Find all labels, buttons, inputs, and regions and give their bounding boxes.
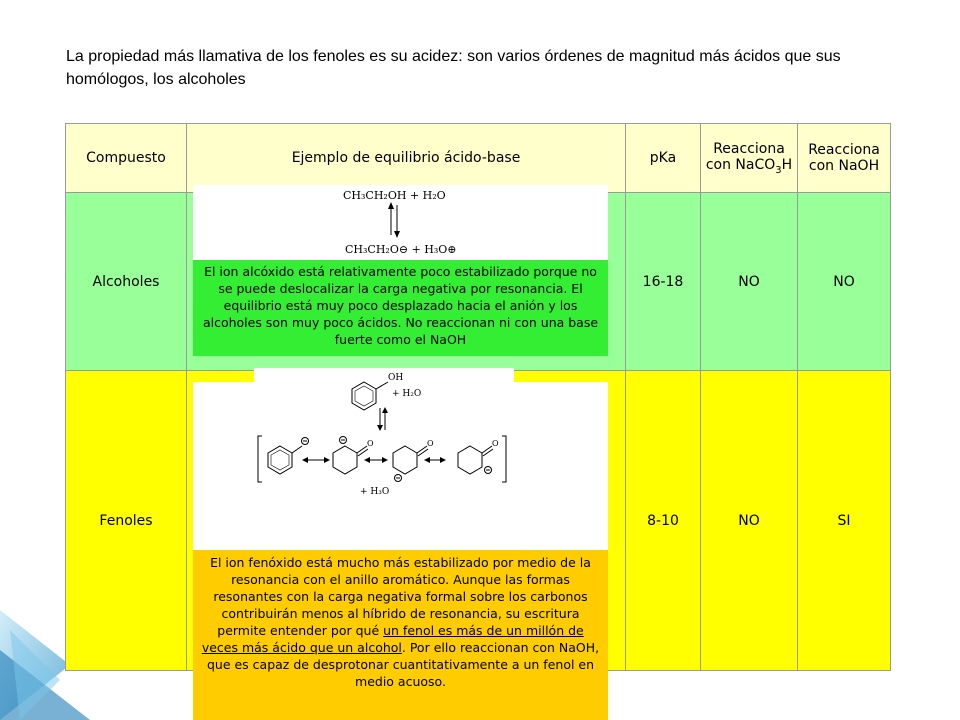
- carbonyl-o-3: O: [427, 439, 434, 448]
- carbonyl-o-4: O: [492, 439, 499, 448]
- arrowhead-down: [394, 231, 400, 238]
- carbonyl-bond-4: [482, 446, 492, 453]
- arrowhead-up: [388, 202, 394, 209]
- intro-text: La propiedad más llamativa de los fenoles es su acidez: son varios órdenes de magnitud más ácidos que sus homólogos, los alcoholes: [66, 48, 841, 88]
- carbonyl-double-2: [358, 449, 368, 456]
- arrowhead-down: [377, 425, 383, 431]
- carbonyl-o-2: O: [367, 439, 374, 448]
- cell-naoh: NO: [798, 193, 891, 371]
- phenol-hydronium-label: + H₃O: [360, 487, 390, 497]
- alcohol-equilibrium-image: [193, 185, 608, 260]
- cell-pka: 16-18: [626, 193, 701, 371]
- phenol-equilibrium-image: [193, 373, 608, 550]
- header-naoh: Reacciona con NaOH: [798, 124, 891, 193]
- cell-nahco3: NO: [701, 371, 798, 671]
- carbonyl-double-4: [483, 449, 493, 456]
- cell-compound: Alcoholes: [66, 193, 187, 371]
- bracket-left: [258, 436, 262, 482]
- header-pka: pKa: [626, 124, 701, 193]
- arrowhead-right-1: [324, 457, 330, 463]
- cell-nahco3: NO: [701, 193, 798, 371]
- phenol-water-label: + H₂O: [392, 389, 422, 399]
- phenol-note: El ion fenóxido está mucho más estabilizado por medio de la resonancia con el anillo aromático. Aunque las formas resonantes con la carga negativa formal sobre los carbonos contribuirán menos al híbrido de resonancia, su escritura permite entender por qué un fenol es más de un millón de veces más ácido que un alcohol. Por ello reaccionan con NaOH, que es capaz de desprotonar cuantitativamente a un fenol en medio acuoso.: [193, 550, 608, 720]
- cell-compound: Fenoles: [66, 371, 187, 671]
- phenoxide-o-bond-1: [292, 446, 302, 453]
- arrowhead-right-3: [440, 457, 446, 463]
- phenol-oh-bond: [376, 382, 388, 389]
- carbonyl-bond-2: [357, 446, 367, 453]
- alcohol-note: El ion alcóxido está relativamente poco estabilizado porque no se puede deslocalizar la carga negativa por resonancia. El equilibrio está muy poco desplazado hacia el anión y los alcoholes son muy poco ácidos. No reaccionan ni con una base fuerte como el NaOH: [193, 260, 608, 356]
- alcohol-equation-top: CH₃CH₂OH + H₂O: [343, 189, 446, 202]
- alcohol-equation-bottom: CH₃CH₂O⊖ + H₃O⊕: [345, 243, 457, 256]
- phenol-note-emphasis: un fenol es más de un millón de veces más ácido que un alcohol: [201, 623, 584, 655]
- arrowhead-right-2: [382, 457, 388, 463]
- phenol-resonance-diagram: [193, 373, 608, 550]
- table-header-row: [66, 124, 891, 193]
- bracket-right: [502, 436, 506, 482]
- cell-naoh: SI: [798, 371, 891, 671]
- arrowhead-left-3: [424, 457, 430, 463]
- header-example: Ejemplo de equilibrio ácido-base: [187, 124, 626, 193]
- phenol-oh-label: OH: [388, 373, 404, 383]
- alcohol-equilibrium-diagram: [193, 185, 608, 260]
- carbonyl-double-3: [418, 449, 428, 456]
- resonance-ring-4: [458, 446, 482, 474]
- phenoxide-ring-1-inner: [271, 450, 289, 470]
- header-compound: Compuesto: [66, 124, 187, 193]
- carbonyl-bond-3: [417, 446, 427, 453]
- resonance-ring-3: [393, 446, 417, 474]
- cell-pka: 8-10: [626, 371, 701, 671]
- arrowhead-up: [382, 407, 388, 413]
- phenol-ring-inner: [355, 386, 373, 406]
- header-nahco3: Reacciona con NaCO$_3$H: [701, 124, 798, 193]
- arrowhead-left-1: [302, 457, 308, 463]
- resonance-ring-2: [333, 446, 357, 474]
- arrowhead-left-2: [364, 457, 370, 463]
